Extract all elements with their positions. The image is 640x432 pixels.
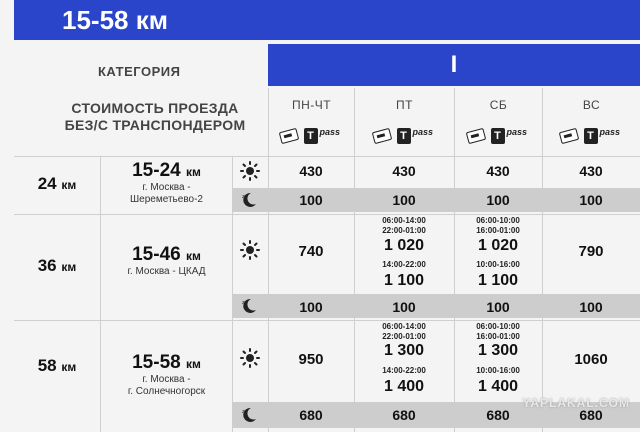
transponder-icons	[560, 126, 624, 146]
price-sat-peak: 1 020	[477, 237, 519, 254]
card-icon	[371, 128, 391, 144]
price-sat-off: 1 100	[477, 272, 519, 289]
divider	[14, 214, 640, 215]
day-header-mon-thu	[268, 88, 354, 156]
price-fri-peak: 1 020	[383, 237, 425, 254]
divider	[14, 156, 640, 157]
t-pass-icon: T	[491, 128, 505, 144]
price-night: 100	[579, 299, 603, 315]
price-mon-thu: 950	[298, 351, 324, 368]
pass-text: pass	[599, 127, 621, 137]
page-title: 15-58 км	[62, 5, 168, 35]
route-line2: Шереметьево-2	[130, 194, 203, 205]
price-night: 100	[392, 299, 416, 315]
pass-text: pass	[319, 127, 341, 137]
day-label: ПТ	[396, 98, 413, 112]
day-header-sat	[454, 88, 542, 156]
moon-icon	[240, 191, 258, 209]
price-sun: 790	[578, 243, 604, 260]
transponder-icons	[373, 126, 437, 146]
km-unit: км	[61, 360, 77, 374]
price-night: 100	[392, 192, 416, 208]
svg-text:zz: zz	[242, 409, 248, 415]
sun-icon	[240, 348, 260, 368]
price-mon-thu: 740	[298, 243, 324, 260]
price-night: 100	[486, 192, 510, 208]
time-range: 16:00-01:00	[476, 332, 520, 341]
price-day: 430	[299, 163, 323, 179]
day-label: ВС	[582, 98, 601, 112]
range-value: 15-58	[132, 352, 181, 373]
card-icon	[465, 128, 485, 144]
time-range: 10:00-16:00	[476, 260, 520, 269]
sun-icon	[240, 240, 260, 260]
range-value: 15-46	[132, 244, 181, 265]
time-range: 10:00-16:00	[476, 366, 520, 375]
price-sat-peak: 1 300	[477, 342, 519, 359]
t-pass-icon: T	[304, 128, 318, 144]
price-sun: 1060	[574, 351, 608, 368]
range-unit: км	[186, 165, 201, 179]
route-line2: г. Солнечногорск	[127, 386, 206, 397]
price-day: 430	[486, 163, 510, 179]
time-range: 06:00-10:00	[476, 322, 520, 331]
price-night: 680	[392, 407, 416, 423]
transponder-icons	[467, 126, 531, 146]
moon-icon	[240, 406, 258, 424]
price-night: 680	[299, 407, 323, 423]
price-night: 680	[579, 407, 603, 423]
time-range: 14:00-22:00	[382, 366, 426, 375]
range-unit: км	[186, 249, 201, 263]
range-value: 15-24	[132, 160, 181, 181]
time-range: 16:00-01:00	[476, 226, 520, 235]
t-pass-icon: T	[584, 128, 598, 144]
price-day: 430	[392, 163, 416, 179]
range-unit: км	[186, 357, 201, 371]
divider	[14, 320, 640, 321]
km-value: 58	[37, 356, 57, 375]
km-value: 36	[37, 256, 57, 275]
pass-text: pass	[412, 127, 434, 137]
price-night: 680	[486, 407, 510, 423]
km-unit: км	[61, 178, 77, 192]
category-value: I	[450, 51, 458, 78]
card-icon	[558, 128, 578, 144]
sun-icon	[240, 161, 260, 181]
day-header-sun	[542, 88, 640, 156]
svg-text:zz: zz	[242, 194, 248, 200]
moon-icon	[240, 297, 258, 315]
cost-label-line1: СТОИМОСТЬ ПРОЕЗДА	[71, 100, 239, 116]
transponder-icons	[280, 126, 344, 146]
watermark: YAPLAKAL.COM	[522, 396, 630, 410]
segment-range	[100, 160, 232, 206]
segment-range	[100, 244, 232, 278]
route-line1: г. Москва - ЦКАД	[127, 266, 206, 277]
time-range: 14:00-22:00	[382, 260, 426, 269]
segment-km	[14, 174, 100, 194]
price-fri-off: 1 100	[383, 272, 425, 289]
day-label: СБ	[489, 98, 508, 112]
cost-label	[40, 100, 270, 134]
time-range: 22:00-01:00	[382, 332, 426, 341]
price-night: 100	[486, 299, 510, 315]
svg-text:zz: zz	[242, 300, 248, 306]
time-range: 06:00-10:00	[476, 216, 520, 225]
pass-text: pass	[506, 127, 528, 137]
route-line1: г. Москва -	[142, 374, 191, 385]
segment-km	[14, 356, 100, 376]
km-unit: км	[61, 260, 77, 274]
price-night: 100	[299, 299, 323, 315]
time-range: 22:00-01:00	[382, 226, 426, 235]
route-line1: г. Москва -	[142, 182, 191, 193]
km-value: 24	[37, 174, 57, 193]
price-day: 430	[579, 163, 603, 179]
card-icon	[278, 128, 298, 144]
time-range: 06:00-14:00	[382, 322, 426, 331]
price-night: 100	[579, 192, 603, 208]
time-range: 06:00-14:00	[382, 216, 426, 225]
segment-km	[14, 256, 100, 276]
price-fri-off: 1 400	[383, 378, 425, 395]
cost-label-line2: БЕЗ/С ТРАНСПОНДЕРОМ	[64, 117, 246, 133]
price-fri-peak: 1 300	[383, 342, 425, 359]
price-night: 100	[299, 192, 323, 208]
t-pass-icon: T	[397, 128, 411, 144]
segment-range	[100, 352, 232, 398]
day-header-fri	[354, 88, 454, 156]
day-label: ПН-ЧТ	[291, 98, 332, 112]
price-sat-off: 1 400	[477, 378, 519, 395]
category-label: КАТЕГОРИЯ	[98, 64, 181, 79]
